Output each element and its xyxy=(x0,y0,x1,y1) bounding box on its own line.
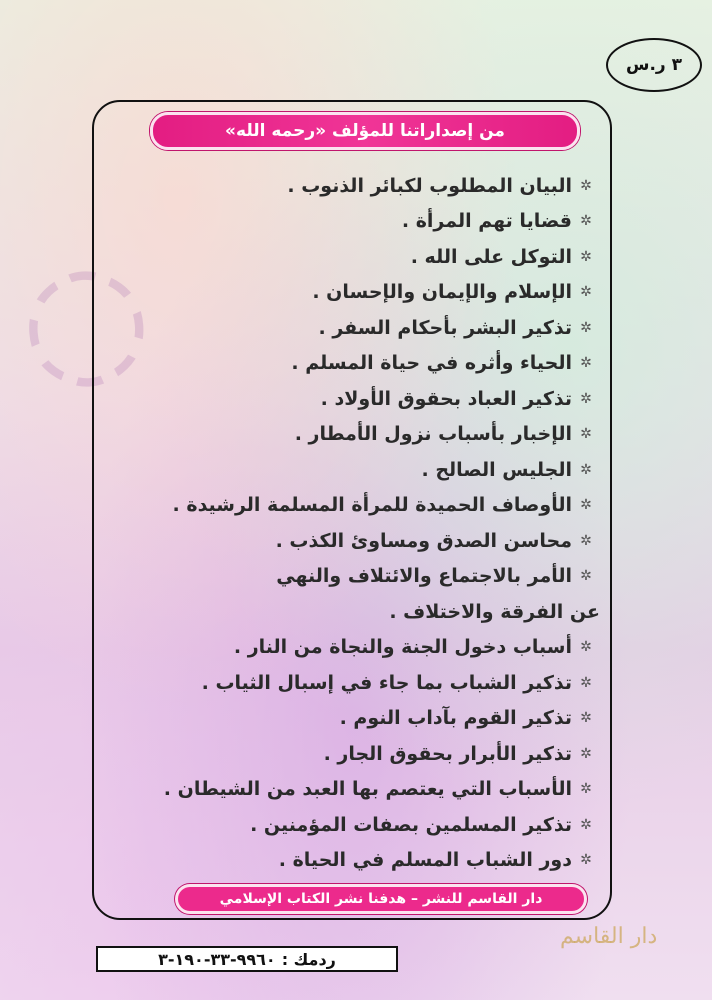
star-bullet-icon: ✲ xyxy=(580,816,592,833)
star-bullet-icon: ✲ xyxy=(580,497,592,514)
book-title: قضايا تهم المرأة . xyxy=(401,210,572,233)
book-title: تذكير البشر بأحكام السفر . xyxy=(318,316,572,339)
book-title: البيان المطلوب لكبائر الذنوب . xyxy=(287,174,572,197)
book-list-item xyxy=(118,523,600,559)
publisher-text: دار القاسم للنشر – هدفنا نشر الكتاب الإسلامي xyxy=(219,891,543,907)
star-bullet-icon: ✲ xyxy=(580,284,592,301)
book-title: الإخبار بأسباب نزول الأمطار . xyxy=(294,423,572,446)
star-bullet-icon: ✲ xyxy=(580,710,592,727)
publisher-logo-text: دار القاسم xyxy=(560,924,658,949)
star-bullet-icon: ✲ xyxy=(580,248,592,265)
book-list-item xyxy=(118,736,600,772)
book-title: الحياء وأثره في حياة المسلم . xyxy=(291,352,572,375)
book-list-item xyxy=(118,310,600,346)
book-list-item xyxy=(118,843,600,879)
star-bullet-icon: ✲ xyxy=(580,461,592,478)
header-title: من إصداراتنا للمؤلف «رحمه الله» xyxy=(225,121,505,141)
star-bullet-icon: ✲ xyxy=(580,319,592,336)
isbn-label: ردمك : xyxy=(281,949,336,969)
book-list-item xyxy=(118,701,600,737)
book-list xyxy=(118,168,600,878)
star-bullet-icon: ✲ xyxy=(580,781,592,798)
book-title: الأوصاف الحميدة للمرأة المسلمة الرشيدة . xyxy=(172,494,572,517)
book-list-item xyxy=(118,665,600,701)
book-list-item xyxy=(118,417,600,453)
background-watermark: ◌ xyxy=(14,225,157,409)
book-list-item xyxy=(118,452,600,488)
star-bullet-icon: ✲ xyxy=(580,213,592,230)
star-bullet-icon: ✲ xyxy=(580,426,592,443)
book-title: أسباب دخول الجنة والنجاة من النار . xyxy=(233,636,572,659)
book-title: تذكير المسلمين بصفات المؤمنين . xyxy=(250,813,572,836)
isbn-box xyxy=(96,946,398,972)
book-title: الأسباب التي يعتصم بها العبد من الشيطان . xyxy=(163,778,572,801)
isbn-number: ٩٩٦٠-٣٣-١٩٠-٣ xyxy=(158,949,276,969)
book-list-item xyxy=(118,488,600,524)
star-bullet-icon: ✲ xyxy=(580,639,592,656)
book-title: تذكير القوم بآداب النوم . xyxy=(339,707,572,730)
book-list-item xyxy=(118,275,600,311)
header-banner xyxy=(150,112,580,150)
publisher-logo xyxy=(560,924,657,949)
book-title: التوكل على الله . xyxy=(410,245,572,268)
book-title: عن الفرقة والاختلاف . xyxy=(389,600,600,623)
star-bullet-icon: ✲ xyxy=(580,852,592,869)
star-bullet-icon: ✲ xyxy=(580,532,592,549)
star-bullet-icon: ✲ xyxy=(580,745,592,762)
book-title: تذكير الأبرار بحقوق الجار . xyxy=(323,742,572,765)
book-title: الإسلام والإيمان والإحسان . xyxy=(312,281,572,304)
book-title: محاسن الصدق ومساوئ الكذب . xyxy=(275,529,572,552)
star-bullet-icon: ✲ xyxy=(580,674,592,691)
star-bullet-icon: ✲ xyxy=(580,390,592,407)
publisher-banner xyxy=(175,884,587,914)
star-bullet-icon: ✲ xyxy=(580,177,592,194)
book-list-item xyxy=(118,807,600,843)
book-title: تذكير العباد بحقوق الأولاد . xyxy=(320,387,572,410)
book-list-item xyxy=(118,594,600,630)
book-title: الجليس الصالح . xyxy=(421,458,572,481)
book-list-item xyxy=(118,630,600,666)
book-title: تذكير الشباب بما جاء في إسبال الثياب . xyxy=(201,671,572,694)
book-list-item xyxy=(118,559,600,595)
book-title: دور الشباب المسلم في الحياة . xyxy=(278,849,572,872)
star-bullet-icon: ✲ xyxy=(580,355,592,372)
price-badge xyxy=(606,38,702,92)
star-bullet-icon: ✲ xyxy=(580,568,592,585)
book-list-item xyxy=(118,204,600,240)
book-list-item xyxy=(118,772,600,808)
book-list-item xyxy=(118,381,600,417)
book-title: الأمر بالاجتماع والائتلاف والنهي xyxy=(276,565,572,588)
book-list-item xyxy=(118,239,600,275)
book-list-item xyxy=(118,168,600,204)
price-code: ٣ ر.س xyxy=(626,55,683,75)
book-list-item xyxy=(118,346,600,382)
